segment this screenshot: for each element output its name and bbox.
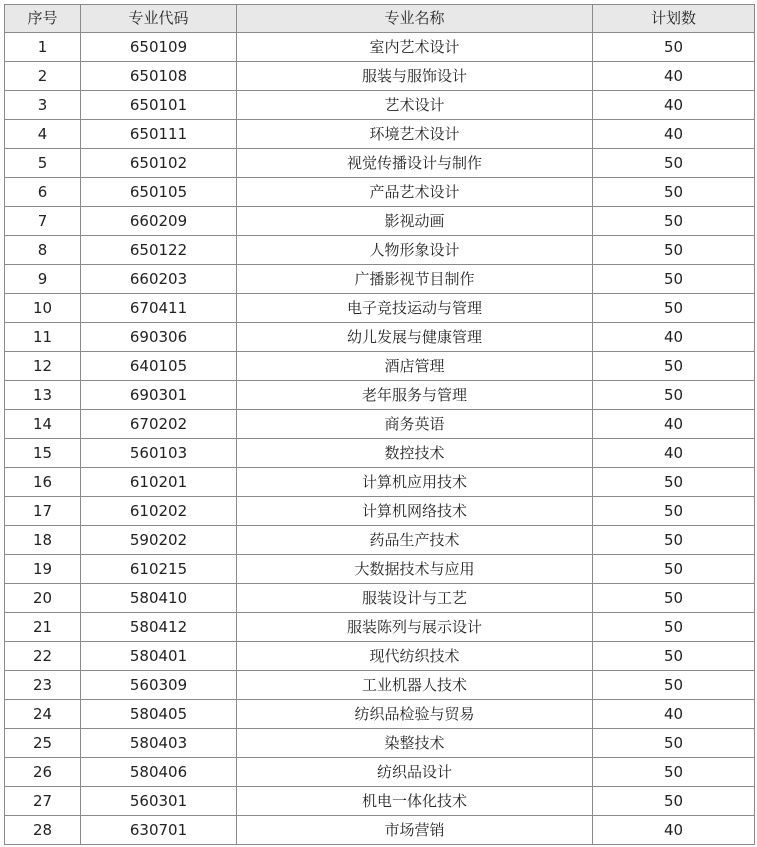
plan-count: 50: [593, 294, 755, 323]
major-code: 590202: [81, 526, 237, 555]
table-row: [5, 758, 755, 787]
major-name: 产品艺术设计: [237, 178, 593, 207]
major-code: 660209: [81, 207, 237, 236]
plan-count: 50: [593, 381, 755, 410]
major-name: 计算机应用技术: [237, 468, 593, 497]
plan-count: 50: [593, 352, 755, 381]
table-row: [5, 294, 755, 323]
major-code: 690301: [81, 381, 237, 410]
table-row: [5, 555, 755, 584]
major-code: 580403: [81, 729, 237, 758]
plan-count: 40: [593, 120, 755, 149]
row-index: 26: [5, 758, 81, 787]
header-row: [5, 5, 755, 33]
row-index: 17: [5, 497, 81, 526]
major-code: 670202: [81, 410, 237, 439]
table-row: [5, 671, 755, 700]
row-index: 18: [5, 526, 81, 555]
plan-count: 50: [593, 207, 755, 236]
table-row: [5, 439, 755, 468]
plan-count: 40: [593, 410, 755, 439]
plan-count: 40: [593, 62, 755, 91]
major-code: 560103: [81, 439, 237, 468]
major-code: 650101: [81, 91, 237, 120]
row-index: 23: [5, 671, 81, 700]
major-name: 人物形象设计: [237, 236, 593, 265]
table-row: [5, 323, 755, 352]
plan-count: 50: [593, 613, 755, 642]
plan-count: 50: [593, 149, 755, 178]
table-row: [5, 381, 755, 410]
plan-count: 40: [593, 91, 755, 120]
table-row: [5, 613, 755, 642]
major-code: 650109: [81, 33, 237, 62]
major-name: 纺织品设计: [237, 758, 593, 787]
row-index: 2: [5, 62, 81, 91]
table-row: [5, 352, 755, 381]
major-name: 服装与服饰设计: [237, 62, 593, 91]
row-index: 25: [5, 729, 81, 758]
row-index: 3: [5, 91, 81, 120]
plan-count: 50: [593, 33, 755, 62]
major-code: 650102: [81, 149, 237, 178]
row-index: 22: [5, 642, 81, 671]
plan-count: 50: [593, 584, 755, 613]
major-name: 酒店管理: [237, 352, 593, 381]
major-code: 610202: [81, 497, 237, 526]
major-name: 服装设计与工艺: [237, 584, 593, 613]
major-name: 广播影视节目制作: [237, 265, 593, 294]
row-index: 15: [5, 439, 81, 468]
major-name: 艺术设计: [237, 91, 593, 120]
major-name: 大数据技术与应用: [237, 555, 593, 584]
plan-count: 40: [593, 816, 755, 845]
table-row: [5, 62, 755, 91]
table-row: [5, 787, 755, 816]
major-code: 650122: [81, 236, 237, 265]
major-code: 640105: [81, 352, 237, 381]
row-index: 14: [5, 410, 81, 439]
row-index: 4: [5, 120, 81, 149]
major-name: 老年服务与管理: [237, 381, 593, 410]
row-index: 12: [5, 352, 81, 381]
table-row: [5, 33, 755, 62]
major-name: 电子竞技运动与管理: [237, 294, 593, 323]
major-name: 机电一体化技术: [237, 787, 593, 816]
major-name: 工业机器人技术: [237, 671, 593, 700]
table-body: [5, 33, 755, 845]
table-row: [5, 265, 755, 294]
table-row: [5, 120, 755, 149]
table-row: [5, 729, 755, 758]
row-index: 28: [5, 816, 81, 845]
major-code: 660203: [81, 265, 237, 294]
row-index: 16: [5, 468, 81, 497]
major-code: 630701: [81, 816, 237, 845]
plan-count: 40: [593, 700, 755, 729]
major-name: 计算机网络技术: [237, 497, 593, 526]
major-name: 市场营销: [237, 816, 593, 845]
major-name: 现代纺织技术: [237, 642, 593, 671]
major-code: 580406: [81, 758, 237, 787]
major-code: 650111: [81, 120, 237, 149]
plan-count: 40: [593, 323, 755, 352]
major-code: 650108: [81, 62, 237, 91]
header-index: 序号: [5, 5, 81, 33]
row-index: 8: [5, 236, 81, 265]
major-code: 670411: [81, 294, 237, 323]
row-index: 13: [5, 381, 81, 410]
plan-count: 50: [593, 468, 755, 497]
major-name: 纺织品检验与贸易: [237, 700, 593, 729]
major-code: 580405: [81, 700, 237, 729]
plan-count: 40: [593, 439, 755, 468]
table-row: [5, 584, 755, 613]
plan-count: 50: [593, 526, 755, 555]
table-row: [5, 526, 755, 555]
major-name: 药品生产技术: [237, 526, 593, 555]
major-name: 服装陈列与展示设计: [237, 613, 593, 642]
major-code: 580401: [81, 642, 237, 671]
table-row: [5, 149, 755, 178]
major-code: 560301: [81, 787, 237, 816]
row-index: 9: [5, 265, 81, 294]
major-code: 610201: [81, 468, 237, 497]
plan-count: 50: [593, 555, 755, 584]
row-index: 7: [5, 207, 81, 236]
table-row: [5, 700, 755, 729]
row-index: 5: [5, 149, 81, 178]
row-index: 20: [5, 584, 81, 613]
major-code: 580412: [81, 613, 237, 642]
row-index: 1: [5, 33, 81, 62]
table-row: [5, 91, 755, 120]
row-index: 24: [5, 700, 81, 729]
major-code: 650105: [81, 178, 237, 207]
plan-count: 50: [593, 236, 755, 265]
table-row: [5, 642, 755, 671]
plan-count: 50: [593, 671, 755, 700]
major-name: 数控技术: [237, 439, 593, 468]
plan-count: 50: [593, 497, 755, 526]
table-row: [5, 816, 755, 845]
plan-count: 50: [593, 265, 755, 294]
plan-count: 50: [593, 758, 755, 787]
row-index: 19: [5, 555, 81, 584]
major-code: 610215: [81, 555, 237, 584]
major-code: 690306: [81, 323, 237, 352]
major-name: 商务英语: [237, 410, 593, 439]
table-row: [5, 178, 755, 207]
row-index: 21: [5, 613, 81, 642]
row-index: 27: [5, 787, 81, 816]
table-row: [5, 410, 755, 439]
table-row: [5, 236, 755, 265]
row-index: 10: [5, 294, 81, 323]
major-name: 染整技术: [237, 729, 593, 758]
plan-count: 50: [593, 729, 755, 758]
major-name: 影视动画: [237, 207, 593, 236]
table-row: [5, 468, 755, 497]
major-code: 560309: [81, 671, 237, 700]
major-name: 视觉传播设计与制作: [237, 149, 593, 178]
table-row: [5, 207, 755, 236]
major-name: 幼儿发展与健康管理: [237, 323, 593, 352]
header-plan-count: 计划数: [593, 5, 755, 33]
major-code: 580410: [81, 584, 237, 613]
major-name: 室内艺术设计: [237, 33, 593, 62]
plan-count: 50: [593, 787, 755, 816]
row-index: 6: [5, 178, 81, 207]
header-major-code: 专业代码: [81, 5, 237, 33]
table-row: [5, 497, 755, 526]
enrollment-plan-table: [4, 4, 755, 845]
plan-count: 50: [593, 178, 755, 207]
row-index: 11: [5, 323, 81, 352]
header-major-name: 专业名称: [237, 5, 593, 33]
plan-count: 50: [593, 642, 755, 671]
major-name: 环境艺术设计: [237, 120, 593, 149]
